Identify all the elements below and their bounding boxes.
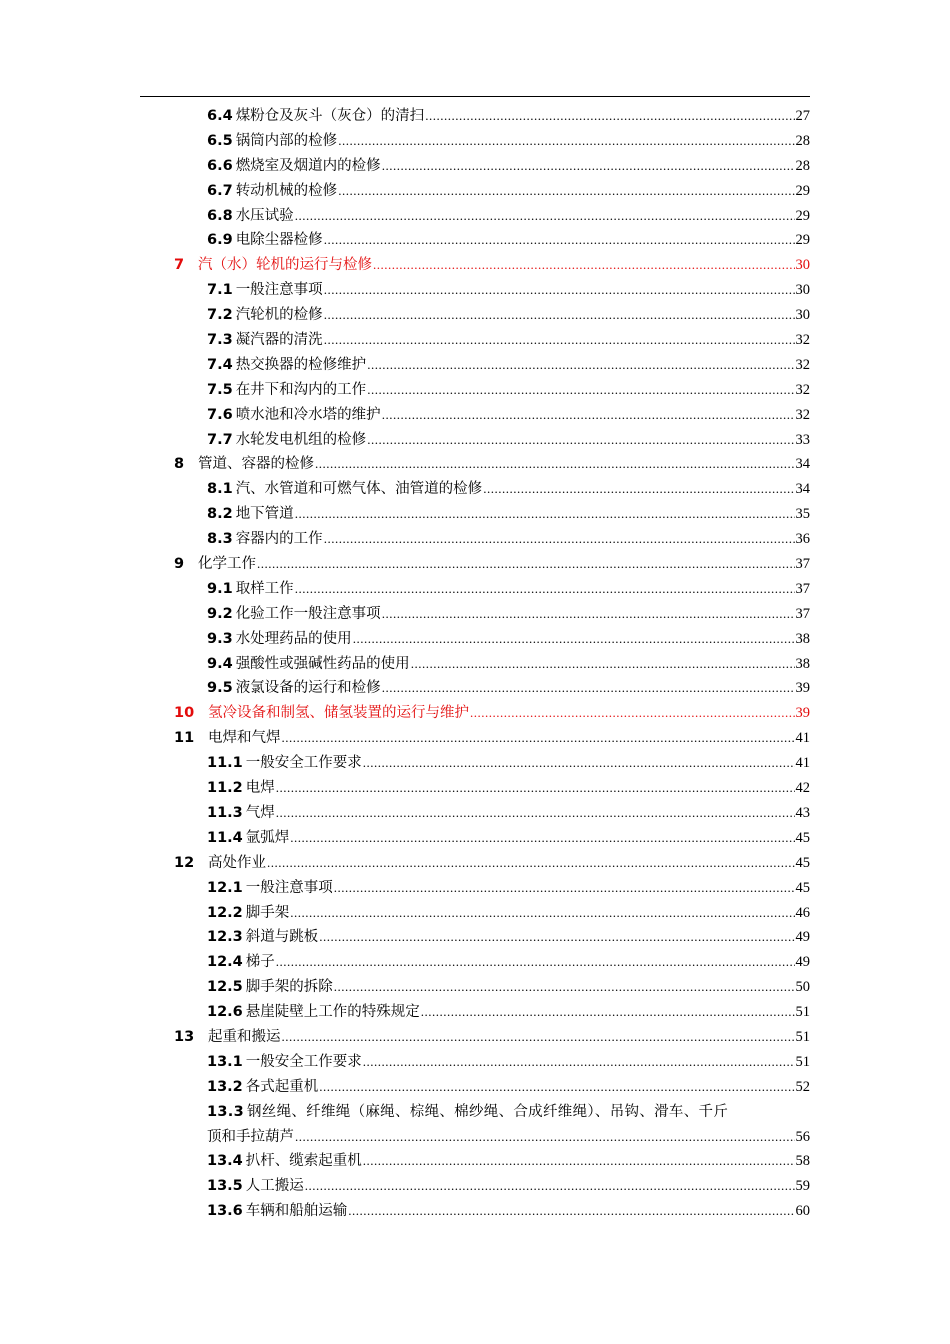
toc-entry-number: 7.4 <box>207 356 233 373</box>
dot-leader <box>334 975 795 1000</box>
toc-entry-number: 12.6 <box>207 1004 243 1021</box>
toc-entry-number: 8.1 <box>207 481 233 498</box>
dot-leader <box>295 577 795 602</box>
toc-entry-number: 11.4 <box>207 829 243 846</box>
toc-entry[interactable] <box>140 801 810 826</box>
toc-entry-number: 7 <box>174 257 185 274</box>
dot-leader <box>295 204 795 229</box>
toc-entry[interactable] <box>140 154 810 179</box>
dot-leader <box>348 1199 794 1224</box>
toc-entry[interactable] <box>140 1149 810 1174</box>
toc-entry-number: 8.2 <box>207 506 233 523</box>
toc-entry[interactable] <box>140 1050 810 1075</box>
toc-entry[interactable] <box>140 353 810 378</box>
toc-entry[interactable] <box>140 477 810 502</box>
toc-entry-title: 取样工作 <box>235 580 294 597</box>
dot-leader <box>338 179 794 204</box>
toc-entry-title: 汽轮机的检修 <box>235 307 323 324</box>
toc-entry-page-number: 59 <box>795 1178 810 1195</box>
toc-entry[interactable] <box>140 228 810 253</box>
toc-entry[interactable] <box>140 602 810 627</box>
dot-leader <box>324 303 795 328</box>
toc-entry-title: 氩弧焊 <box>245 829 290 846</box>
toc-entry-number: 10 <box>174 705 195 722</box>
toc-entry-number: 6.8 <box>207 207 233 224</box>
toc-entry-number: 9 <box>174 556 185 573</box>
dot-leader <box>295 502 795 527</box>
dot-leader <box>470 701 795 726</box>
toc-entry-page-number: 39 <box>795 680 810 697</box>
toc-entry-page-number: 39 <box>795 705 810 722</box>
header-rule <box>140 96 810 97</box>
toc-entry-title: 脚手架的拆除 <box>245 979 333 996</box>
toc-entry-title: 斜道与跳板 <box>245 929 319 946</box>
toc-entry-title: 汽（水）轮机的运行与检修 <box>198 257 372 274</box>
dot-leader <box>324 278 795 303</box>
dot-leader <box>338 129 794 154</box>
dot-leader <box>425 104 794 129</box>
dot-leader <box>382 154 795 179</box>
toc-entry[interactable] <box>140 204 810 229</box>
dot-leader <box>276 950 795 975</box>
toc-entry-page-number: 60 <box>795 1203 810 1220</box>
toc-entry-title: 电焊和气焊 <box>208 730 281 747</box>
toc-entry-number: 12.4 <box>207 954 243 971</box>
toc-entry[interactable] <box>140 751 810 776</box>
toc-entry[interactable] <box>140 925 810 950</box>
toc-entry-number: 9.2 <box>207 605 233 622</box>
toc-entry[interactable] <box>140 901 810 926</box>
toc-entry-page-number: 29 <box>795 232 810 249</box>
toc-entry-number: 12.2 <box>207 904 243 921</box>
toc-entry-title: 钢丝绳、纤维绳（麻绳、棕绳、棉纱绳、合成纤维绳）、吊钩、滑车、千斤 <box>246 1103 729 1120</box>
toc-chapter-entry[interactable] <box>140 452 810 477</box>
toc-entry-number: 6.7 <box>207 182 233 199</box>
toc-entry-number: 12.3 <box>207 929 243 946</box>
dot-leader <box>290 826 794 851</box>
dot-leader <box>421 1000 795 1025</box>
dot-leader <box>319 925 794 950</box>
dot-leader <box>276 801 795 826</box>
toc-entry[interactable] <box>140 876 810 901</box>
dot-leader <box>282 1025 795 1050</box>
toc-entry-page-number: 36 <box>795 531 810 548</box>
toc-entry-number: 9.1 <box>207 580 233 597</box>
toc-entry-number: 7.1 <box>207 282 233 299</box>
toc-entry-number: 13 <box>174 1028 195 1045</box>
toc-entry-page-number: 43 <box>795 804 810 821</box>
toc-entry-title: 脚手架 <box>245 904 290 921</box>
toc-entry-page-number: 46 <box>795 904 810 921</box>
toc-entry-number: 6.9 <box>207 232 233 249</box>
toc-entry[interactable] <box>140 975 810 1000</box>
toc-entry-number: 7.3 <box>207 332 233 349</box>
toc-entry-page-number: 45 <box>795 854 810 871</box>
dot-leader <box>363 751 795 776</box>
dot-leader <box>257 552 795 577</box>
toc-entry-title: 一般注意事项 <box>245 879 333 896</box>
toc-entry-continuation[interactable] <box>140 1125 810 1150</box>
toc-entry-page-number: 32 <box>795 406 810 423</box>
dot-leader <box>353 627 795 652</box>
toc-entry-title: 地下管道 <box>235 506 294 523</box>
toc-entry-page-number: 41 <box>795 755 810 772</box>
toc-entry-page-number: 34 <box>795 456 810 473</box>
toc-entry-title: 喷水池和冷水塔的维护 <box>235 406 381 423</box>
toc-entry-page-number: 37 <box>795 580 810 597</box>
toc-entry[interactable] <box>140 303 810 328</box>
toc-entry-number: 7.2 <box>207 307 233 324</box>
dot-leader <box>319 1075 794 1100</box>
dot-leader <box>276 776 795 801</box>
dot-leader <box>324 527 795 552</box>
toc-entry-number: 11 <box>174 730 195 747</box>
dot-leader <box>483 477 794 502</box>
toc-entry[interactable] <box>140 428 810 453</box>
toc-entry-title: 热交换器的检修维护 <box>235 356 367 373</box>
toc-entry-page-number: 38 <box>795 630 810 647</box>
toc-entry-title: 一般安全工作要求 <box>245 1053 362 1070</box>
toc-entry-title: 起重和搬运 <box>208 1028 281 1045</box>
toc-entry-title: 电焊 <box>245 780 275 797</box>
toc-entry-page-number: 52 <box>795 1078 810 1095</box>
toc-entry-page-number: 41 <box>795 730 810 747</box>
toc-entry-page-number: 34 <box>795 481 810 498</box>
toc-entry[interactable] <box>140 826 810 851</box>
dot-leader <box>367 378 794 403</box>
dot-leader <box>290 901 794 926</box>
toc-entry-number: 11.2 <box>207 780 243 797</box>
toc-entry-title: 化验工作一般注意事项 <box>235 605 381 622</box>
toc-chapter-entry[interactable] <box>140 701 810 726</box>
dot-leader <box>382 676 795 701</box>
toc-entry-title: 悬崖陡壁上工作的特殊规定 <box>245 1004 420 1021</box>
toc-entry-page-number: 42 <box>795 780 810 797</box>
toc-entry[interactable] <box>140 278 810 303</box>
dot-leader <box>315 452 795 477</box>
toc-entry-title: 凝汽器的清洗 <box>235 332 323 349</box>
toc-entry-number: 12.5 <box>207 979 243 996</box>
dot-leader <box>363 1050 795 1075</box>
toc-entry-number: 7.7 <box>207 431 233 448</box>
toc-chapter-entry[interactable] <box>140 1025 810 1050</box>
toc-entry-page-number: 38 <box>795 655 810 672</box>
toc-entry-page-number: 35 <box>795 506 810 523</box>
toc-entry-title: 容器内的工作 <box>235 531 323 548</box>
toc-entry[interactable] <box>140 676 810 701</box>
toc-entry-title: 转动机械的检修 <box>235 182 338 199</box>
toc-entry-page-number: 29 <box>795 207 810 224</box>
toc-entry-number: 13.4 <box>207 1153 243 1170</box>
toc-entry-page-number: 45 <box>795 829 810 846</box>
toc-entry-number: 9.5 <box>207 680 233 697</box>
toc-entry-page-number: 32 <box>795 332 810 349</box>
toc-entry[interactable] <box>140 378 810 403</box>
toc-entry-page-number: 56 <box>795 1128 810 1145</box>
toc-entry-title: 一般注意事项 <box>235 282 323 299</box>
toc-entry-page-number: 28 <box>795 132 810 149</box>
toc-entry-number: 11.1 <box>207 755 243 772</box>
dot-leader <box>295 1125 795 1150</box>
toc-entry-title: 煤粉仓及灰斗（灰仓）的清扫 <box>235 108 425 124</box>
dot-leader <box>382 403 795 428</box>
dot-leader <box>367 353 794 378</box>
toc-entry-page-number: 45 <box>795 879 810 896</box>
toc-entry[interactable] <box>140 403 810 428</box>
dot-leader <box>267 851 795 876</box>
toc-entry-number: 8 <box>174 456 185 473</box>
toc-entry-page-number: 37 <box>795 556 810 573</box>
toc-entry-page-number: 51 <box>795 1028 810 1045</box>
toc-entry-number: 6.6 <box>207 157 233 174</box>
toc-entry-title: 车辆和船舶运输 <box>245 1203 348 1220</box>
toc-entry-title: 气焊 <box>245 804 275 821</box>
dot-leader <box>282 726 795 751</box>
toc-entry-title: 水处理药品的使用 <box>235 630 352 647</box>
dot-leader <box>324 328 795 353</box>
toc-entry-title: 液氯设备的运行和检修 <box>235 680 381 697</box>
toc-chapter-entry[interactable] <box>140 253 810 278</box>
toc-entry-number: 9.3 <box>207 630 233 647</box>
toc-entry[interactable] <box>140 950 810 975</box>
toc-entry-page-number: 29 <box>795 182 810 199</box>
toc-entry[interactable] <box>140 1100 810 1125</box>
toc-entry-title: 燃烧室及烟道内的检修 <box>235 157 381 174</box>
toc-entry-page-number: 58 <box>795 1153 810 1170</box>
toc-entry-title: 管道、容器的检修 <box>198 456 314 473</box>
toc-entry[interactable] <box>140 527 810 552</box>
toc-entry-title: 汽、水管道和可燃气体、油管道的检修 <box>235 481 483 498</box>
toc-entry-title-continuation: 顶和手拉葫芦 <box>207 1128 294 1145</box>
toc-entry-page-number: 30 <box>795 307 810 324</box>
toc-entry-number: 12.1 <box>207 879 243 896</box>
toc-entry-title: 扒杆、缆索起重机 <box>245 1153 362 1170</box>
toc-entry[interactable] <box>140 1199 810 1224</box>
toc-entry-page-number: 37 <box>795 605 810 622</box>
toc-entry[interactable] <box>140 1174 810 1199</box>
toc-entry-number: 8.3 <box>207 531 233 548</box>
toc-entry-title: 人工搬运 <box>245 1178 304 1195</box>
toc-entry-page-number: 30 <box>795 282 810 299</box>
toc-entry[interactable] <box>140 776 810 801</box>
toc-entry-title: 水压试验 <box>235 207 294 224</box>
toc-entry-number: 6.5 <box>207 132 233 149</box>
dot-leader <box>373 253 795 278</box>
toc-entry-number: 13.1 <box>207 1053 243 1070</box>
toc-entry-title: 水轮发电机组的检修 <box>235 431 367 448</box>
dot-leader <box>382 602 795 627</box>
toc-entry-number: 13.3 <box>207 1103 244 1120</box>
toc-entry-title: 高处作业 <box>208 854 266 871</box>
dot-leader <box>363 1149 795 1174</box>
toc-entry-page-number: 51 <box>795 1004 810 1021</box>
toc-entry-title: 梯子 <box>245 954 275 971</box>
toc-entry-title: 在井下和沟内的工作 <box>235 381 367 398</box>
toc-entry-page-number: 27 <box>795 108 810 124</box>
toc-entry-title: 电除尘器检修 <box>235 232 323 249</box>
toc-entry-page-number: 30 <box>795 257 810 274</box>
toc-entry[interactable] <box>140 1075 810 1100</box>
dot-leader <box>305 1174 795 1199</box>
toc-entry-number: 11.3 <box>207 804 243 821</box>
toc-entry[interactable] <box>140 627 810 652</box>
toc-entry-number: 13.2 <box>207 1078 243 1095</box>
toc-entry-title: 一般安全工作要求 <box>245 755 362 772</box>
toc-entry-page-number: 32 <box>795 381 810 398</box>
toc-entry-number: 7.6 <box>207 406 233 423</box>
toc-entry-title: 氢冷设备和制氢、储氢装置的运行与维护 <box>208 705 469 722</box>
table-of-contents <box>140 104 810 1224</box>
toc-entry[interactable] <box>140 577 810 602</box>
toc-entry[interactable] <box>140 179 810 204</box>
toc-entry-title: 锅筒内部的检修 <box>235 132 338 149</box>
toc-entry-title: 强酸性或强碱性药品的使用 <box>235 655 410 672</box>
toc-entry-page-number: 49 <box>795 954 810 971</box>
toc-entry-number: 13.6 <box>207 1203 243 1220</box>
toc-entry-page-number: 50 <box>795 979 810 996</box>
toc-entry[interactable] <box>140 328 810 353</box>
toc-entry-page-number: 32 <box>795 356 810 373</box>
dot-leader <box>411 652 795 677</box>
toc-entry-page-number: 33 <box>795 431 810 448</box>
toc-chapter-entry[interactable] <box>140 851 810 876</box>
toc-entry-number: 9.4 <box>207 655 233 672</box>
toc-entry-page-number: 51 <box>795 1053 810 1070</box>
toc-entry-number: 12 <box>174 854 195 871</box>
dot-leader <box>334 876 795 901</box>
toc-entry[interactable] <box>140 652 810 677</box>
toc-entry[interactable] <box>140 1000 810 1025</box>
toc-entry-title: 化学工作 <box>198 556 256 573</box>
dot-leader <box>367 428 794 453</box>
toc-entry[interactable] <box>140 129 810 154</box>
toc-entry-page-number: 49 <box>795 929 810 946</box>
toc-entry-title: 各式起重机 <box>245 1078 319 1095</box>
toc-entry[interactable] <box>140 104 810 129</box>
toc-entry-page-number: 28 <box>795 157 810 174</box>
toc-chapter-entry[interactable] <box>140 726 810 751</box>
toc-entry-number: 13.5 <box>207 1178 243 1195</box>
toc-entry-number: 7.5 <box>207 381 233 398</box>
toc-chapter-entry[interactable] <box>140 552 810 577</box>
dot-leader <box>324 228 795 253</box>
toc-entry[interactable] <box>140 502 810 527</box>
toc-entry-number: 6.4 <box>207 108 233 124</box>
